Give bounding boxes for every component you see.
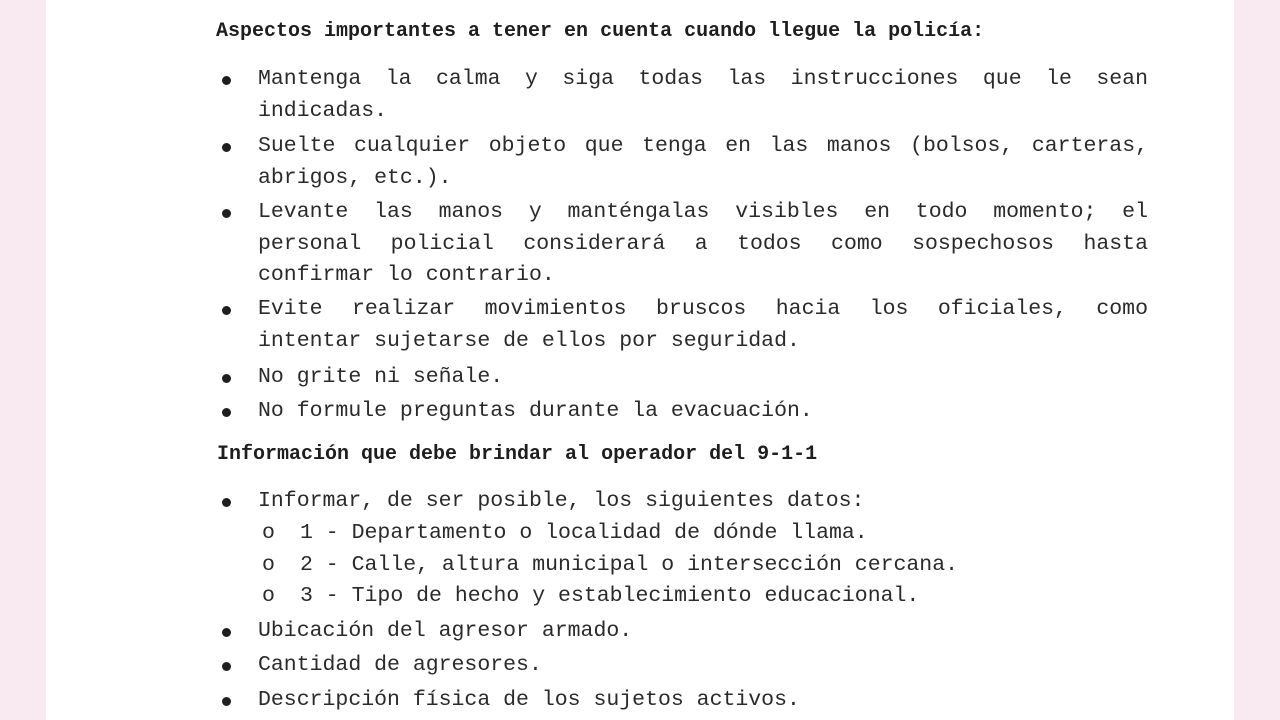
sub-list-item-text: 3 - Tipo de hecho y establecimiento educacional. xyxy=(300,584,920,608)
bullet-icon xyxy=(222,408,231,417)
list-item-text: Mantenga la calma y siga todas las instrucciones que le sean indicadas. xyxy=(258,67,1148,123)
bullet-icon xyxy=(222,697,231,706)
list-item-text: Suelte cualquier objeto que tenga en las manos (bolsos, carteras, abrigos, etc.). xyxy=(258,134,1148,190)
list-item-text: No grite ni señale. xyxy=(258,365,504,389)
sub-list-item-text: 1 - Departamento o localidad de dónde llama. xyxy=(300,521,868,545)
bullet-icon xyxy=(222,209,231,218)
bullet-icon xyxy=(222,628,231,637)
list-item-text: Ubicación del agresor armado. xyxy=(258,619,633,643)
bullet-icon xyxy=(222,143,231,152)
section-heading-police: Aspectos importantes a tener en cuenta cuando llegue la policía: xyxy=(216,20,985,43)
list-item-text: Evite realizar movimientos bruscos hacia los oficiales, como intentar sujetarse de ellos por seguridad. xyxy=(258,297,1148,353)
circle-bullet-icon: o xyxy=(262,584,275,608)
bullet-icon xyxy=(222,374,231,383)
list-item-text: Cantidad de agresores. xyxy=(258,653,542,677)
list-item-text: Descripción física de los sujetos activos. xyxy=(258,688,800,712)
bullet-icon xyxy=(222,662,231,671)
list-item-text: Informar, de ser posible, los siguientes datos: xyxy=(258,489,865,513)
bullet-icon xyxy=(222,306,231,315)
circle-bullet-icon: o xyxy=(262,553,275,577)
list-item-text: Levante las manos y manténgalas visibles en todo momento; el personal policial considerará a todos como sospechosos hasta confirmar lo contrario. xyxy=(258,200,1148,287)
section-heading-operator: Información que debe brindar al operador del 9-1-1 xyxy=(217,443,818,466)
sub-list-item-text: 2 - Calle, altura municipal o intersección cercana. xyxy=(300,553,959,577)
bullet-icon xyxy=(222,76,231,85)
circle-bullet-icon: o xyxy=(262,521,275,545)
document-page xyxy=(46,0,1234,720)
list-item-text: No formule preguntas durante la evacuación. xyxy=(258,399,813,423)
bullet-icon xyxy=(222,498,231,507)
